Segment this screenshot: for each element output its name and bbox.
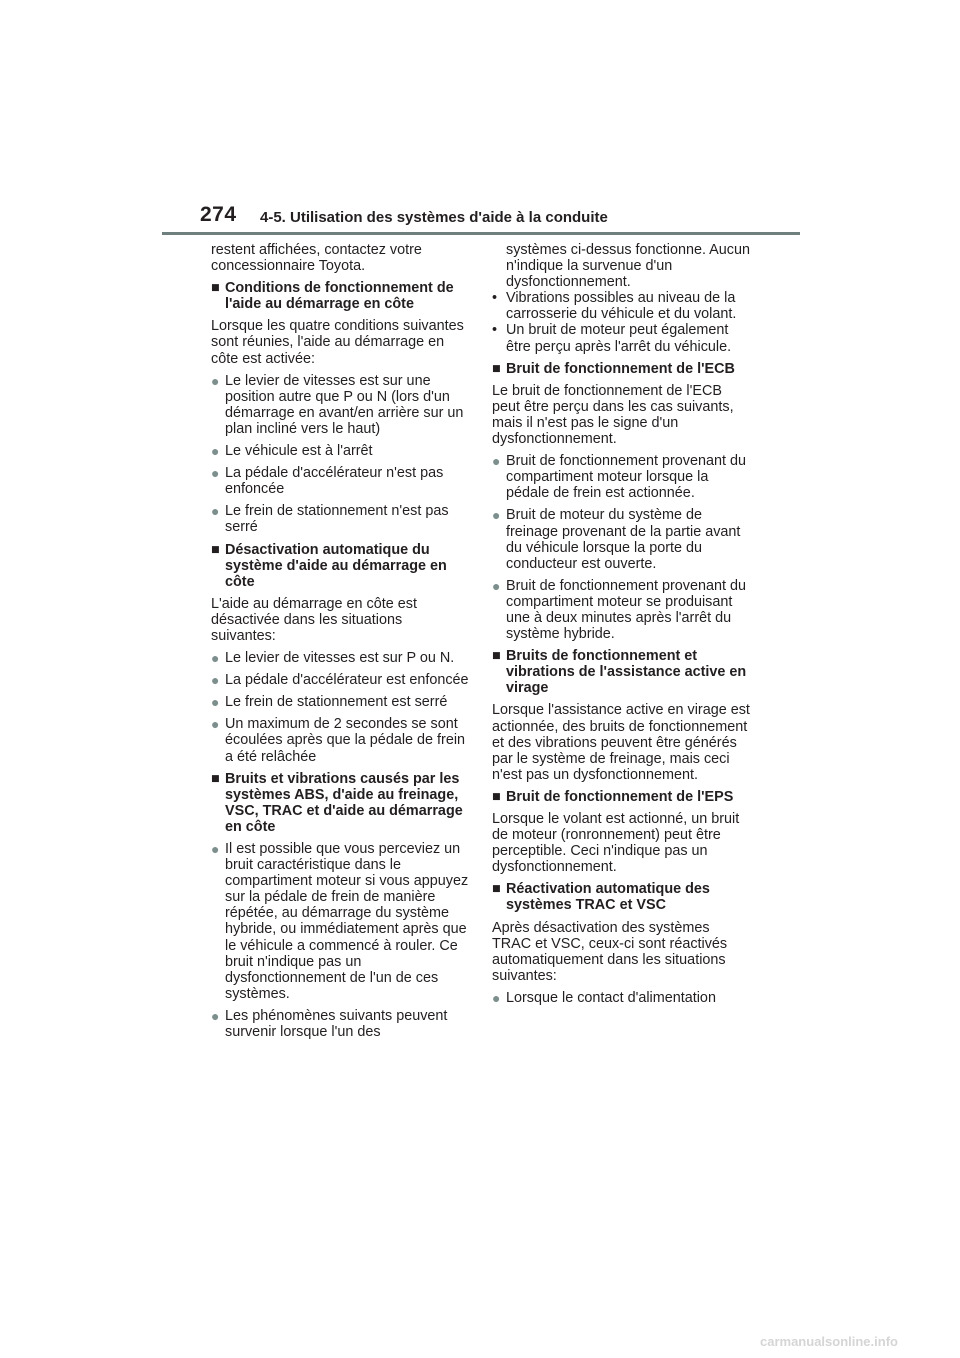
header-rule [162,232,800,235]
paragraph: L'aide au démarrage en côte est désactivée dans les situations suivantes: [211,595,417,644]
bullet-icon: ● [211,672,220,689]
watermark: carmanualsonline.info [760,1334,898,1349]
list-item: ● Lorsque le contact d'alimentation [492,989,716,1006]
list-item: ● Bruit de fonctionnement provenant du compartiment moteur se produisant une à deux minutes après l'arrêt du système hybride. [492,577,747,643]
section-heading: ■ Désactivation automatique du système d'aide au démarrage en côte [211,541,447,590]
bullet-icon: ● [492,453,501,470]
small-bullet-icon: • [492,290,498,307]
paragraph: Le bruit de fonctionnement de l'ECB peut être perçu dans les cas suivants, mais il n'est pas le signe d'un dysfonctionnement. [492,382,734,448]
list-item: ● La pédale d'accélérateur n'est pas enfoncée [211,465,444,498]
list-item: ● Le véhicule est à l'arrêt [211,443,373,460]
small-bullet-icon: • [492,322,498,339]
square-marker-icon: ■ [211,770,220,787]
list-item: ● La pédale d'accélérateur est enfoncée [211,672,469,689]
list-item: ● Le frein de stationnement n'est pas serré [211,503,449,536]
bullet-icon: ● [211,443,220,460]
bullet-icon: ● [211,650,220,667]
section-title: 4-5. Utilisation des systèmes d'aide à la conduite [260,209,608,226]
list-item: • Vibrations possibles au niveau de la carrosserie du véhicule et du volant. [492,290,737,323]
square-marker-icon: ■ [211,280,220,297]
paragraph: Lorsque les quatre conditions suivantes sont réunies, l'aide au démarrage en côte est activée: [211,318,464,367]
list-item: ● Le levier de vitesses est sur une position autre que P ou N (lors d'un démarrage en avant/en arrière sur un plan incliné vers le haut) [211,372,464,437]
section-heading: ■ Bruit de fonctionnement de l'ECB [492,360,735,377]
square-marker-icon: ■ [211,541,220,558]
bullet-icon: ● [211,841,220,857]
square-marker-icon: ■ [492,881,501,898]
bullet-icon: ● [492,577,501,594]
list-item: ● Un maximum de 2 secondes se sont écoulées après que la pédale de frein a été relâchée [211,716,466,765]
paragraph: Lorsque l'assistance active en virage est actionnée, des bruits de fonctionnement et des vibrations peuvent être générés par le système de freinage, mais ceci n'est pas un dysfonctionnement. [492,702,750,783]
list-item: ● Le frein de stationnement est serré [211,694,448,711]
bullet-icon: ● [211,503,220,520]
paragraph: Lorsque le volant est actionné, un bruit de moteur (ronronnement) peut être perceptible. Ceci n'indique pas un dysfonctionnement. [492,811,740,876]
right-column [492,242,750,1012]
bullet-icon: ● [211,694,220,711]
square-marker-icon: ■ [492,360,501,377]
paragraph: Après désactivation des systèmes TRAC et VSC, ceux-ci sont réactivés automatiquement dans les situations suivantes: [492,919,728,984]
section-heading: ■ Bruit de fonctionnement de l'EPS [492,788,734,805]
bullet-icon: ● [211,716,220,733]
list-item: ● Il est possible que vous perceviez un bruit caractéristique dans le compartiment moteur si vous appuyez sur la pédale de frein de manière répétée, au démarrage du système hybride, ou immédiatement après que le véhicule a commencé à rouler. Ce bruit n'indique pas un dysfonctionnement de l'un de ces systèmes. [211,841,469,1002]
square-marker-icon: ■ [492,648,501,665]
bullet-icon: ● [492,989,501,1006]
bullet-icon: ● [492,507,501,524]
section-heading: ■ Conditions de fonctionnement de l'aide au démarrage en côte [211,280,454,313]
bullet-icon: ● [211,1007,220,1024]
list-item: ● Bruit de fonctionnement provenant du compartiment moteur lorsque la pédale de frein est actionnée. [492,453,747,502]
list-item: • Un bruit de moteur peut également être perçu après l'arrêt du véhicule. [492,322,732,355]
list-item: ● Bruit de moteur du système de freinage provenant de la partie avant du véhicule lorsque la porte du conducteur est ouverte. [492,507,741,572]
list-item: ● Les phénomènes suivants peuvent survenir lorsque l'un des [211,1007,448,1041]
section-heading: ■ Bruits de fonctionnement et vibrations de l'assistance active en virage [492,648,747,697]
bullet-icon: ● [211,465,220,482]
square-marker-icon: ■ [492,788,501,805]
bullet-icon: ● [211,372,220,389]
continued-text: systèmes ci-dessus fonctionne. Aucun n'indique la survenue d'un dysfonctionnement. [506,242,750,291]
intro-text: restent affichées, contactez votre concessionnaire Toyota. [211,242,422,275]
section-heading: ■ Bruits et vibrations causés par les systèmes ABS, d'aide au freinage, VSC, TRAC et d'aide au démarrage en côte [211,770,463,835]
page-number: 274 [200,203,237,226]
list-item: ● Le levier de vitesses est sur P ou N. [211,650,455,667]
left-column [211,242,469,1046]
section-heading: ■ Réactivation automatique des systèmes TRAC et VSC [492,881,710,914]
